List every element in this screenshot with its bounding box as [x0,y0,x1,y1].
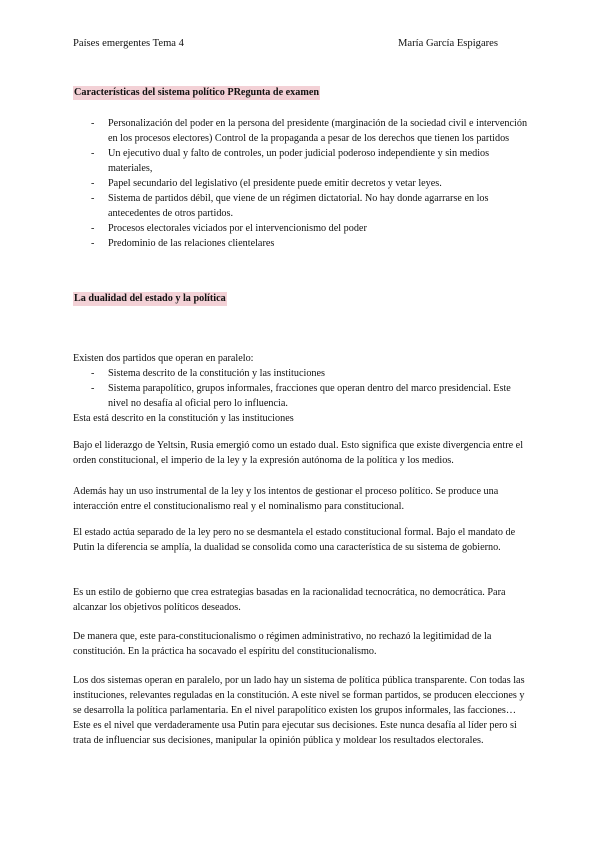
parallel-systems-list [73,366,531,411]
paragraph: Los dos sistemas operan en paralelo, por un lado hay un sistema de política pública transparente. Con todas las instituciones, relevantes reguladas en la constitución. A este nivel se forman partidos, se producen elecciones y se desarrolla la política parlamentaria. En el nivel parapolítico existen los grupos informales, las facciones… Este es el nivel que verdaderamente usa Putin para ejecutar sus decisiones. Este nunca desafía al líder pero si trata de influenciar sus decisiones, manipular la opinión pública y moldear los resultados electorales. [73,675,525,746]
list-item: - Procesos electorales viciados por el intervencionismo del poder [73,221,531,236]
list-item: - Sistema descrito de la constitución y las instituciones [73,366,531,381]
list-item: - Personalización del poder en la persona del presidente (marginación de la sociedad civil e intervención en los procesos electores) Control de la propaganda a pesar de los derechos que tienen los partidos [73,116,531,146]
duality-after-list: Esta está descrito en la constitución y las instituciones [73,413,294,424]
paragraph: De manera que, este para-constitucionalismo o régimen administrativo, no rechazó la legitimidad de la constitución. En la práctica ha socavado el espíritu del constitucionalismo. [73,631,492,657]
paragraph: El estado actúa separado de la ley pero no se desmantela el estado constitucional formal. Bajo el mandato de Putin la diferencia se amplía, la dualidad se consolida como una característica de su sistema de gobierno. [73,527,516,553]
list-item: - Sistema parapolítico, grupos informales, fracciones que operan dentro del marco presidencial. Este nivel no desafía al oficial pero lo influencia. [73,381,531,411]
section-heading-characteristics: Características del sistema político PRegunta de examen [74,87,320,98]
characteristics-list [73,116,531,251]
paragraph: Es un estilo de gobierno que crea estrategias basadas en la racionalidad tecnocrática, no democrática. Para alcanzar los objetivos políticos deseados. [73,587,506,613]
header-course-title: Países emergentes Tema 4 [73,38,184,49]
list-item: - Un ejecutivo dual y falto de controles, un poder judicial poderoso independiente y sin medios materiales, [73,146,531,176]
duality-intro: Existen dos partidos que operan en paralelo: [73,353,254,364]
list-item: - Predominio de las relaciones clientelares [73,236,531,251]
section-heading-duality: La dualidad del estado y la política [74,293,226,304]
paragraph: Bajo el liderazgo de Yeltsin, Rusia emergió como un estado dual. Esto significa que existe divergencia entre el orden constitucional, el imperio de la ley y la expresión autónoma de la política y los medios. [73,440,524,466]
list-item: - Papel secundario del legislativo (el presidente puede emitir decretos y vetar leyes. [73,176,531,191]
paragraph: Además hay un uso instrumental de la ley y los intentos de gestionar el proceso político. Se produce una interacción entre el constitucionalismo real y el nominalismo para constitucional. [73,486,499,512]
list-item: - Sistema de partidos débil, que viene de un régimen dictatorial. No hay donde agarrarse en los antecedentes de otros partidos. [73,191,531,221]
header-author: María García Espigares [398,38,499,49]
